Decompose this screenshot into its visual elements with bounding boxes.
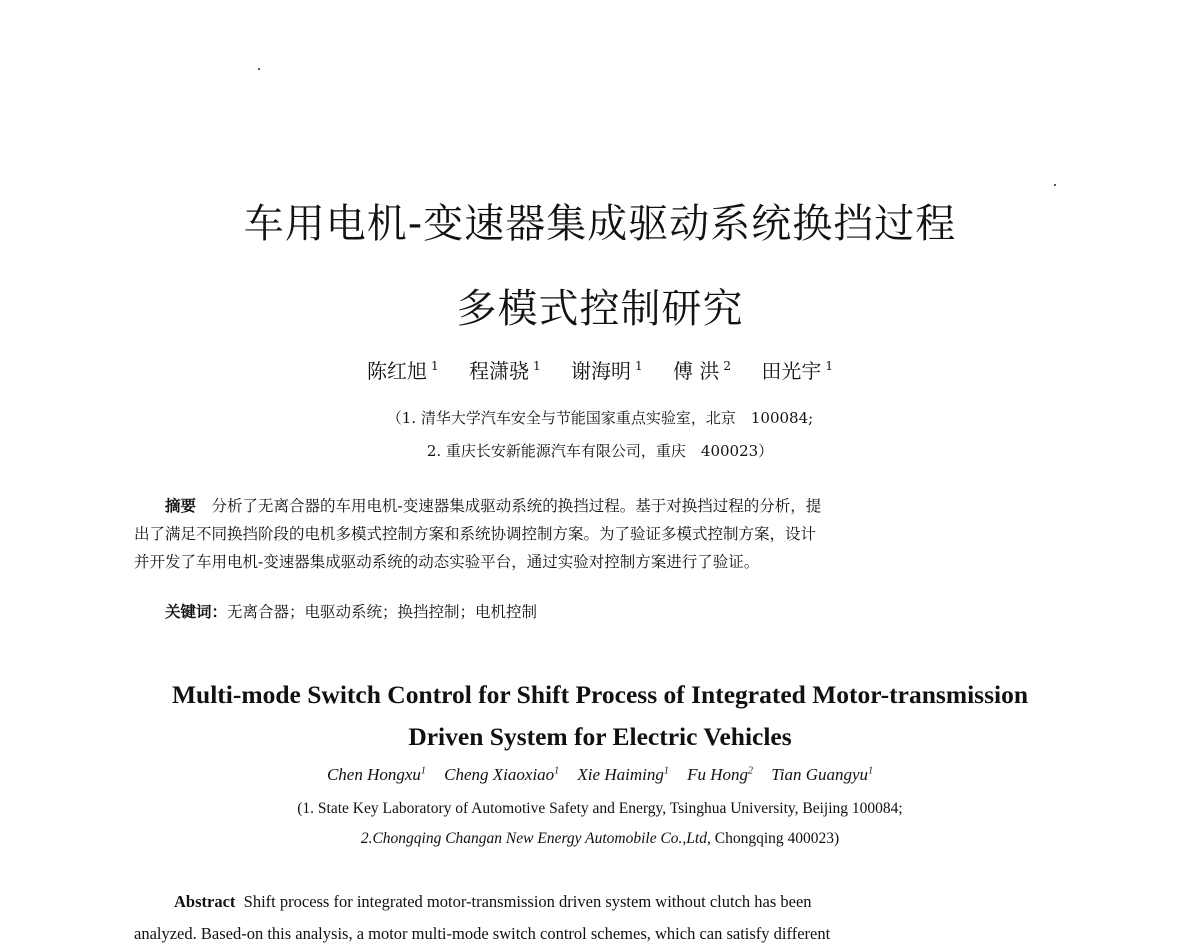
affiliation-cn-line1: （1. 清华大学汽车安全与节能国家重点实验室，北京 100084; — [386, 409, 814, 427]
title-en-line2: Driven System for Electric Vehicles — [408, 722, 792, 751]
abstract-cn-line2: 出了满足不同换挡阶段的电机多模式控制方案和系统协调控制方案。为了验证多模式控制方案，设计 — [134, 525, 817, 543]
author-en: Cheng Xiaoxiao$^1$ — [444, 765, 560, 784]
abstract-en-label: Abstract — [174, 892, 236, 911]
author-cn: 谢海明 $^1$ — [571, 359, 643, 383]
abstract-cn-label: 摘要 — [165, 496, 197, 515]
title-cn-line2: 多模式控制研究 — [456, 286, 744, 332]
keywords-cn-label: 关键词： — [165, 602, 228, 621]
authors-cn — [0, 355, 1200, 384]
affiliation-cn-line2: 2. 重庆长安新能源汽车有限公司，重庆 400023） — [426, 442, 774, 460]
abstract-en — [134, 886, 1024, 950]
author-en: Chen Hongxu$^1$ — [326, 765, 426, 784]
title-en-line1: Multi-mode Switch Control for Shift Process of Integrated Motor-transmission — [171, 680, 1029, 709]
affiliation-en-line2: 2.Chongqing Changan New Energy Automobile Co.,Ltd, Chongqing 400023) — [360, 830, 840, 847]
author-cn: 陈红旭 $^1$ — [367, 359, 439, 383]
scan-speck — [258, 68, 260, 70]
abstract-en-line2: analyzed. Based-on this analysis, a motor multi-mode switch control schemes, which can satisfy different — [134, 924, 831, 943]
author-en: Fu Hong$^2$ — [687, 765, 753, 784]
keywords-cn — [165, 600, 537, 622]
author-cn: 傅 洪 $^2$ — [673, 359, 731, 383]
keywords-cn-text: 无离合器；电驱动系统；换挡控制；电机控制 — [227, 603, 538, 621]
affiliation-en-line1: (1. State Key Laboratory of Automotive Safety and Energy, Tsinghua University, Beijing 100084; — [297, 800, 903, 817]
title-cn-line1: 车用电机-变速器集成驱动系统换挡过程 — [243, 201, 957, 247]
authors-en — [0, 765, 1200, 785]
abstract-cn-line1: 摘要 分析了无离合器的车用电机-变速器集成驱动系统的换挡过程。基于对换挡过程的分析，提 — [165, 496, 822, 515]
abstract-cn-line3: 并开发了车用电机-变速器集成驱动系统的动态实验平台，通过实验对控制方案进行了验证。 — [134, 553, 760, 571]
abstract-en-line1: Abstract Shift process for integrated motor-transmission driven system without clutch has been — [174, 892, 812, 911]
scan-speck — [1054, 184, 1056, 186]
author-cn: 程潇骁 $^1$ — [469, 359, 541, 383]
author-en: Xie Haiming$^1$ — [577, 765, 669, 784]
abstract-cn — [134, 492, 1024, 576]
author-en: Tian Guangyu$^1$ — [771, 765, 874, 784]
author-cn: 田光宇 $^1$ — [761, 359, 833, 383]
